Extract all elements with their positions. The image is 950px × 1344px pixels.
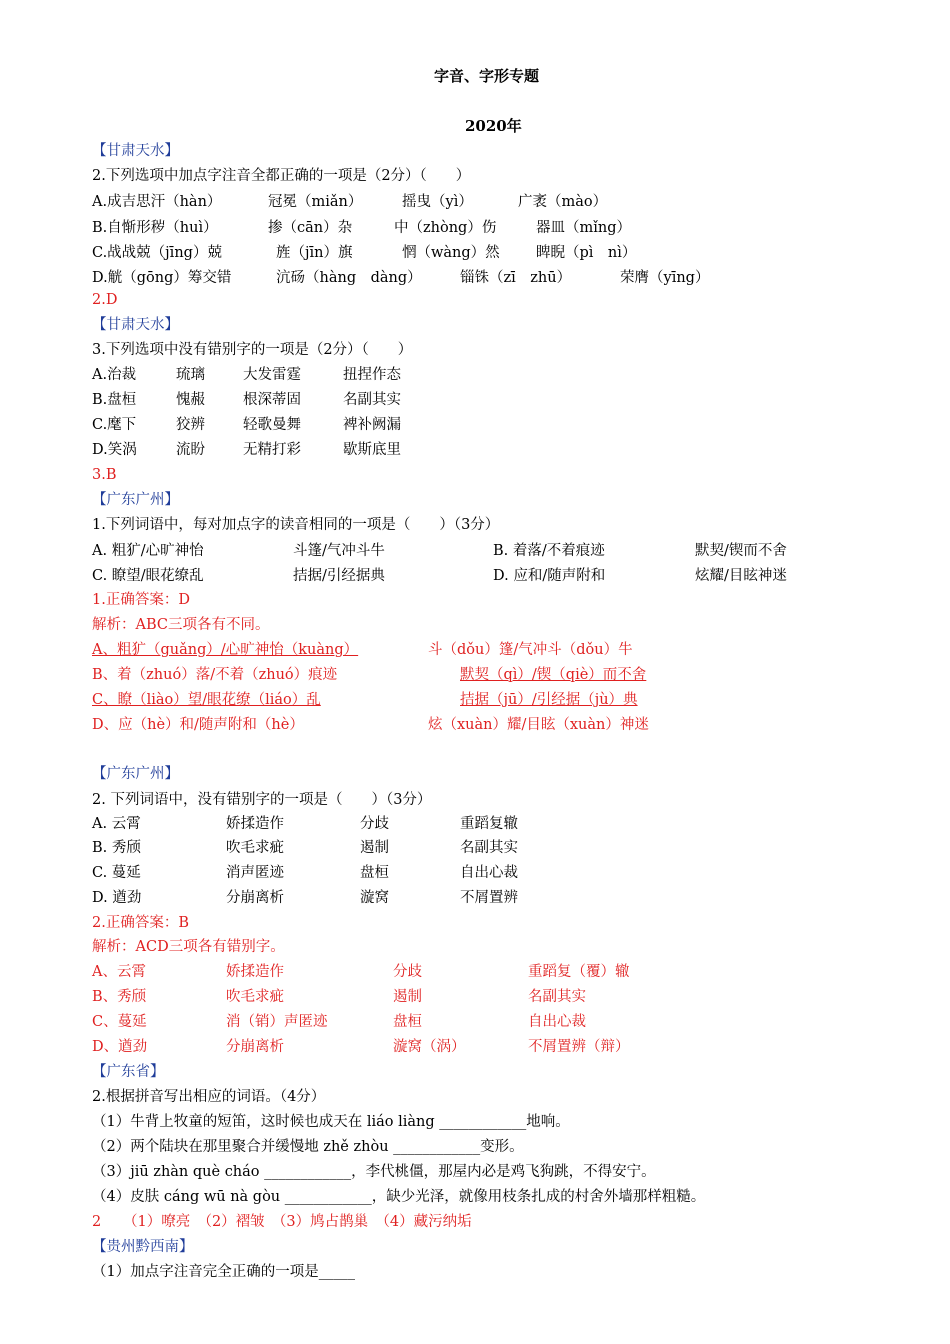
answer: 2 （1）嘹亮 （2）褶皱 （3）鸠占鹊巢 （4）藏污纳垢: [92, 1214, 472, 1230]
option-text: 摇曳（yì）: [402, 194, 473, 210]
source-tag: 【广东广州】: [92, 766, 179, 782]
source-tag: 【甘肃天水】: [92, 317, 179, 333]
option-text: C.战战兢（jīng）兢: [92, 245, 222, 261]
option-text: 扭捏作态: [343, 367, 401, 383]
fill-item: （4）皮肤 cáng wū nà gòu ____________，缺少光泽，就像用枝条扎成的村舍外墙那样粗糙。: [92, 1189, 706, 1205]
source-tag: 【广东广州】: [92, 492, 179, 508]
option-text: 消声匿迹: [226, 865, 284, 881]
question: （1）加点字注音完全正确的一项是_____: [92, 1264, 355, 1280]
option-text: 轻歌曼舞: [243, 417, 301, 433]
option-text: A. 粗犷/心旷神怡: [92, 543, 204, 559]
option-text: 旌（jīn）旗: [276, 245, 353, 261]
source-tag: 【甘肃天水】: [92, 143, 179, 159]
option-text: 狡辨: [176, 417, 205, 433]
option-text: C. 瞭望/眼花缭乱: [92, 568, 204, 584]
fill-item: （1）牛背上牧童的短笛，这时候也成天在 liáo liàng ____________地响。: [92, 1114, 570, 1130]
option-text: A.治裁: [92, 367, 137, 383]
option-text: 拮据/引经据典: [293, 568, 385, 584]
option-text: C. 蔓延: [92, 865, 141, 881]
explanation-line: 斗（dǒu）篷/气冲斗（dǒu）牛: [428, 642, 633, 658]
explanation-line: C、瞭（liào）望/眼花缭（liáo）乱: [92, 692, 321, 708]
explanation-line: 分歧: [393, 964, 422, 980]
doc-title: 字音、字形专题: [434, 67, 540, 85]
option-text: 器皿（mǐng）: [536, 220, 632, 236]
option-text: D. 应和/随声附和: [493, 568, 606, 584]
question: 1.下列词语中，每对加点字的读音相同的一项是（ ）（3分）: [92, 517, 500, 533]
option-text: 歇斯底里: [343, 442, 401, 458]
answer: 1.正确答案：D: [92, 592, 190, 608]
option-text: 惘（wàng）然: [402, 245, 500, 261]
option-text: D.笑涡: [92, 442, 137, 458]
explanation-line: 吹毛求疵: [226, 989, 284, 1005]
option-text: B. 着落/不着痕迹: [493, 543, 605, 559]
option-text: 重蹈复辙: [460, 816, 518, 832]
option-text: 分歧: [360, 816, 389, 832]
explanation-line: 自出心裁: [528, 1014, 586, 1030]
explanation-line: A、云霄: [92, 964, 146, 980]
fill-item: （3）jiū zhàn què cháo ____________，李代桃僵，那屋内必是鸡飞狗跳，不得安宁。: [92, 1164, 656, 1180]
option-text: 盘桓: [360, 865, 389, 881]
option-text: D.觥（gōng）筹交错: [92, 270, 232, 286]
explanation-line: 漩窝（涡）: [393, 1039, 466, 1055]
answer: 3.B: [92, 467, 117, 483]
fill-item: （2）两个陆块在那里聚合并缓慢地 zhě zhòu ____________变形。: [92, 1139, 524, 1155]
option-text: 愧赧: [176, 392, 205, 408]
option-text: 分崩离析: [226, 890, 284, 906]
explanation-line: 消（销）声匿迹: [226, 1014, 328, 1030]
answer: 2.正确答案：B: [92, 915, 189, 931]
option-text: A. 云霄: [92, 816, 141, 832]
option-text: B. 秀颀: [92, 840, 141, 856]
explanation-line: D、应（hè）和/随声附和（hè）: [92, 717, 304, 733]
explanation-line: 娇揉造作: [226, 964, 284, 980]
option-text: 名副其实: [460, 840, 518, 856]
option-text: 中（zhòng）伤: [394, 220, 497, 236]
explanation-line: B、秀颀: [92, 989, 147, 1005]
question: 3.下列选项中没有错别字的一项是（2分）（ ）: [92, 342, 413, 358]
explanation-line: 默契（qì）/锲（qiè）而不舍: [460, 667, 647, 683]
option-text: 沆砀（hàng dàng）: [276, 270, 422, 286]
option-text: 冠冕（miǎn）: [268, 194, 363, 210]
option-text: 名副其实: [343, 392, 401, 408]
explanation: 解析：ACD三项各有错别字。: [92, 939, 285, 955]
explanation-line: B、着（zhuó）落/不着（zhuó）痕迹: [92, 667, 338, 683]
doc-year: 2020年: [465, 117, 522, 135]
option-text: 娇揉造作: [226, 816, 284, 832]
option-text: 不屑置辨: [460, 890, 518, 906]
option-text: 掺（cān）杂: [268, 220, 353, 236]
option-text: 琉璃: [176, 367, 205, 383]
question: 2. 下列词语中，没有错别字的一项是（ ）（3分）: [92, 792, 432, 808]
question: 2.根据拼音写出相应的词语。（4分）: [92, 1089, 326, 1105]
option-text: 流盼: [176, 442, 205, 458]
option-text: 吹毛求疵: [226, 840, 284, 856]
explanation-line: D、遒劲: [92, 1039, 148, 1055]
explanation: 解析：ABC三项各有不同。: [92, 617, 270, 633]
option-text: 锱铢（zī zhū）: [460, 270, 572, 286]
option-text: 根深蒂固: [243, 392, 301, 408]
explanation-line: 名副其实: [528, 989, 586, 1005]
explanation-line: C、蔓延: [92, 1014, 147, 1030]
source-tag: 【贵州黔西南】: [92, 1239, 194, 1255]
option-text: 炫耀/目眩神迷: [695, 568, 787, 584]
option-text: 自出心裁: [460, 865, 518, 881]
option-text: B.自惭形秽（huì）: [92, 220, 218, 236]
option-text: 睥睨（pì nì）: [536, 245, 637, 261]
question: 2.下列选项中加点字注音全都正确的一项是（2分）（ ）: [92, 168, 471, 184]
explanation-line: 重蹈复（覆）辙: [528, 964, 630, 980]
explanation-line: 炫（xuàn）耀/目眩（xuàn）神迷: [428, 717, 649, 733]
explanation-line: 拮据（jū）/引经据（jù）典: [460, 692, 638, 708]
option-text: 无精打彩: [243, 442, 301, 458]
explanation-line: 分崩离析: [226, 1039, 284, 1055]
option-text: 斗篷/气冲斗牛: [293, 543, 385, 559]
option-text: 裨补阙漏: [343, 417, 401, 433]
explanation-line: 遏制: [393, 989, 422, 1005]
option-text: 遏制: [360, 840, 389, 856]
explanation-line: 不屑置辨（辩）: [528, 1039, 630, 1055]
option-text: 荣膺（yīng）: [620, 270, 710, 286]
option-text: 大发雷霆: [243, 367, 301, 383]
option-text: B.盘桓: [92, 392, 137, 408]
option-text: 广袤（mào）: [518, 194, 608, 210]
source-tag: 【广东省】: [92, 1064, 165, 1080]
explanation-line: A、粗犷（guǎng）/心旷神怡（kuàng）: [92, 642, 359, 658]
option-text: D. 遒劲: [92, 890, 142, 906]
option-text: 默契/锲而不舍: [695, 543, 787, 559]
option-text: C.麾下: [92, 417, 137, 433]
option-text: A.成吉思汗（hàn）: [92, 194, 222, 210]
explanation-line: 盘桓: [393, 1014, 422, 1030]
option-text: 漩窝: [360, 890, 389, 906]
answer: 2.D: [92, 292, 118, 308]
